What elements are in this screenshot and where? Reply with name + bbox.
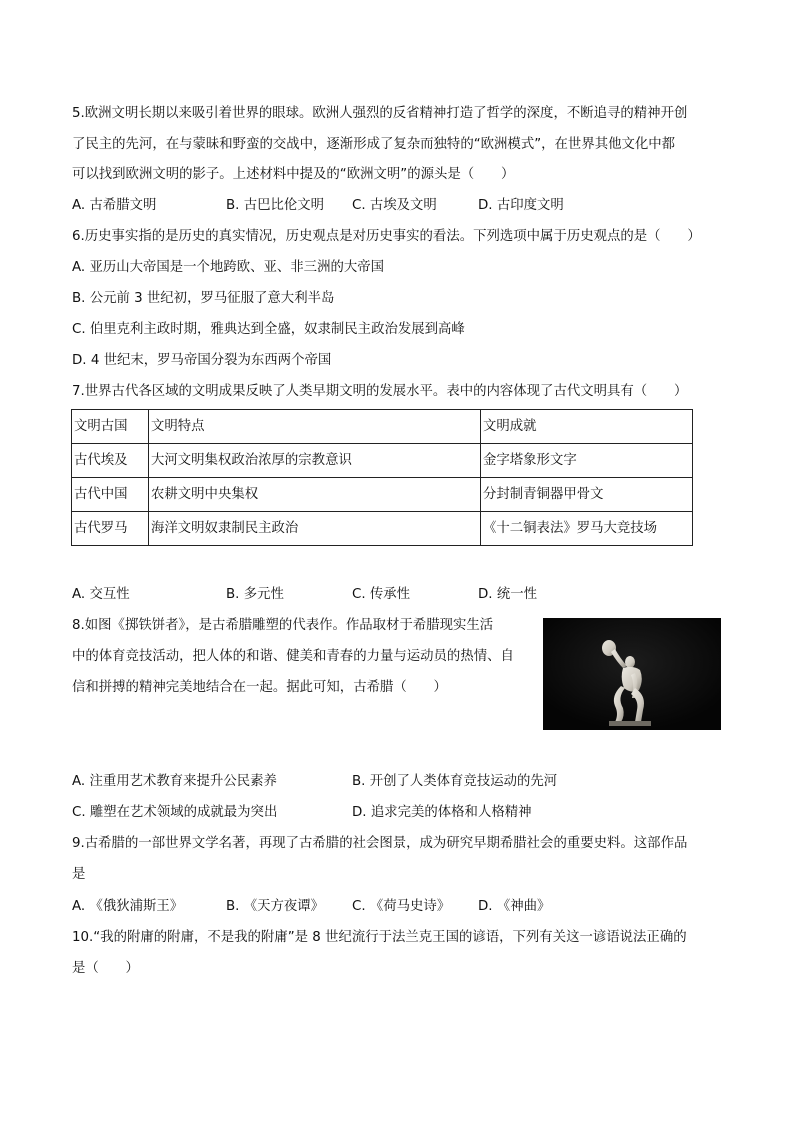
- q5-stem-line-2: 了民主的先河，在与蒙昧和野蛮的交战中，逐渐形成了复杂而独特的“欧洲模式”，在世界其他文化中都: [72, 137, 676, 152]
- q5-stem-line-3: 可以找到欧洲文明的影子。上述材料中提及的“欧洲文明”的源头是（ ）: [72, 167, 515, 182]
- q6-option-a[interactable]: A. 亚历山大帝国是一个地跨欧、亚、非三洲的大帝国: [72, 260, 385, 275]
- q8-option-c[interactable]: C. 雕塑在艺术领域的成就最为突出: [72, 805, 278, 820]
- q9-option-c[interactable]: C. 《荷马史诗》: [352, 899, 451, 914]
- q6-option-d[interactable]: D. 4 世纪末，罗马帝国分裂为东西两个帝国: [72, 353, 332, 368]
- table-cell: 古代罗马: [72, 512, 149, 546]
- q7-option-a[interactable]: A. 交互性: [72, 587, 130, 602]
- q5-option-a[interactable]: A. 古希腊文明: [72, 198, 157, 213]
- table-cell: 农耕文明中央集权: [149, 478, 481, 512]
- table-cell: 海洋文明奴隶制民主政治: [149, 512, 481, 546]
- table-header-cell: 文明特点: [149, 410, 481, 444]
- q8-stem-line-3: 信和拼搏的精神完美地结合在一起。据此可知，古希腊（ ）: [72, 680, 447, 695]
- q8-stem-line-1: 8.如图《掷铁饼者》，是古希腊雕塑的代表作。作品取材于希腊现实生活: [72, 618, 494, 633]
- q7-civilization-table: [71, 409, 693, 546]
- q10-stem-line-1: 10.“我的附庸的附庸，不是我的附庸”是 8 世纪流行于法兰克王国的谚语，下列有关这一谚语说法正确的: [72, 930, 687, 945]
- q8-option-a[interactable]: A. 注重用艺术教育来提升公民素养: [72, 774, 277, 789]
- q5-option-b[interactable]: B. 古巴比伦文明: [226, 198, 325, 213]
- q7-stem: 7.世界古代各区域的文明成果反映了人类早期文明的发展水平。表中的内容体现了古代文明具有（ ）: [72, 384, 688, 399]
- discobolus-statue-icon: [543, 618, 721, 730]
- table-header-cell: 文明古国: [72, 410, 149, 444]
- table-cell: 分封制青铜器甲骨文: [481, 478, 693, 512]
- q8-stem-line-2: 中的体育竞技活动，把人体的和谐、健美和青春的力量与运动员的热情、自: [72, 649, 514, 664]
- table-header-cell: 文明成就: [481, 410, 693, 444]
- table-header-row: [72, 410, 693, 444]
- q5-option-d[interactable]: D. 古印度文明: [478, 198, 564, 213]
- q10-stem-line-2: 是（ ）: [72, 961, 139, 976]
- q6-stem: 6.历史事实指的是历史的真实情况，历史观点是对历史事实的看法。下列选项中属于历史观点的是（ ）: [72, 229, 701, 244]
- table-cell: 古代中国: [72, 478, 149, 512]
- q5-stem-line-1: 5.欧洲文明长期以来吸引着世界的眼球。欧洲人强烈的反省精神打造了哲学的深度，不断追寻的精神开创: [72, 106, 688, 121]
- q9-stem-line-1: 9.古希腊的一部世界文学名著，再现了古希腊的社会图景，成为研究早期希腊社会的重要史料。这部作品: [72, 836, 688, 851]
- q9-stem-line-2: 是: [72, 867, 86, 882]
- q9-option-b[interactable]: B. 《天方夜谭》: [226, 899, 325, 914]
- table-row: [72, 512, 693, 546]
- discobolus-sculpture-image: [543, 618, 721, 730]
- q5-option-c[interactable]: C. 古埃及文明: [352, 198, 437, 213]
- q7-option-c[interactable]: C. 传承性: [352, 587, 411, 602]
- table-cell: 金字塔象形文字: [481, 444, 693, 478]
- q9-option-a[interactable]: A. 《俄狄浦斯王》: [72, 899, 184, 914]
- table-cell: 《十二铜表法》罗马大竞技场: [481, 512, 693, 546]
- table-cell: 古代埃及: [72, 444, 149, 478]
- q7-option-d[interactable]: D. 统一性: [478, 587, 537, 602]
- q7-option-b[interactable]: B. 多元性: [226, 587, 284, 602]
- q6-option-c[interactable]: C. 伯里克利主政时期，雅典达到全盛，奴隶制民主政治发展到高峰: [72, 322, 465, 337]
- table-row: [72, 478, 693, 512]
- q9-option-d[interactable]: D. 《神曲》: [478, 899, 551, 914]
- q8-option-d[interactable]: D. 追求完美的体格和人格精神: [352, 805, 532, 820]
- table-row: [72, 444, 693, 478]
- q8-option-b[interactable]: B. 开创了人类体育竞技运动的先河: [352, 774, 558, 789]
- table-cell: 大河文明集权政治浓厚的宗教意识: [149, 444, 481, 478]
- q6-option-b[interactable]: B. 公元前 3 世纪初，罗马征服了意大利半岛: [72, 291, 335, 306]
